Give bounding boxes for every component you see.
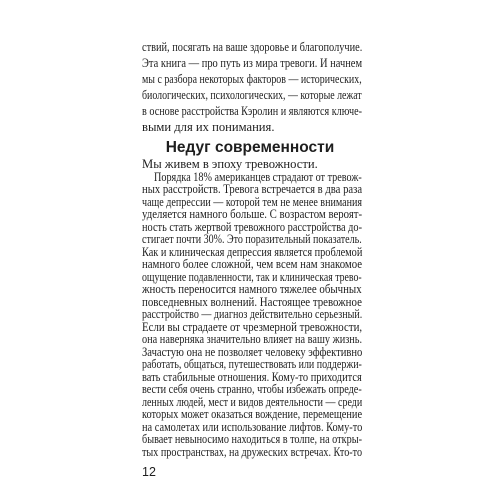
body-line-9: намного более сложной, чем всем нам знакомое <box>142 257 363 272</box>
intro-line-5: в основе расстройства Кэролин и являются ключе- <box>142 104 363 118</box>
intro-line-1: ствий, посягать на ваше здоровье и благополучие. <box>142 40 363 54</box>
body-line-22: на самолетах или использование лифтов. Кому-то <box>142 419 363 434</box>
page-number: 12 <box>142 465 156 479</box>
body-line-6: ность стать жертвой тревожного расстройства до- <box>142 219 363 234</box>
body-line-19: вести себя очень странно, чтобы избежать опреде- <box>142 382 362 397</box>
body-line-7: стигает почти 30%. Это поразительный показатель. <box>142 232 362 247</box>
body-line-3: ных расстройств. Тревога встречается в два раза <box>142 182 363 197</box>
body-line-14: Если вы страдаете от чрезмерной тревожности, <box>142 319 363 334</box>
body-line-1: Мы живем в эпоху тревожности. <box>142 157 318 171</box>
body-line-16: Зачастую она не позволяет человеку эффективно <box>142 344 363 359</box>
section-heading: Недуг современности <box>165 139 335 156</box>
body-line-21: которых может оказаться вождение, перемещение <box>142 407 363 422</box>
intro-line-4: биологических, психологических, — которые лежат <box>142 88 362 102</box>
body-line-2: Порядка 18% американцев страдают от тревож- <box>154 169 362 184</box>
body-line-18: вать стабильные отношения. Кому-то приходится <box>142 369 362 384</box>
intro-line-3: мы с разбора некоторых факторов — исторических, <box>142 72 362 86</box>
body-line-11: жность переносится намного тяжелее обычных <box>142 282 362 297</box>
body-line-24: тых пространствах, на дружеских встречах. Кто-то <box>142 445 363 459</box>
intro-line-6: выми для их понимания. <box>142 120 275 134</box>
body-line-5: уделяется намного больше. С возрастом вероят- <box>142 207 363 222</box>
body-line-15: она наверняка значительно влияет на вашу жизнь. <box>142 332 363 347</box>
body-line-13: расстройство — диагноз действительно серьезный. <box>142 307 363 322</box>
body-line-10: ощущение подавленности, так и клиническая трево- <box>142 269 362 284</box>
intro-line-2: Эта книга — про путь из мира тревоги. И начнем <box>142 56 363 70</box>
body-line-12: повседневных волнений. Настоящее тревожное <box>142 294 362 309</box>
body-line-17: работать, общаться, путешествовать или поддержи- <box>142 357 362 372</box>
body-line-8: Как и клиническая депрессия является проблемой <box>142 244 363 259</box>
body-line-4: чаще депрессии — которой тем не менее внимания <box>142 194 363 209</box>
body-line-20: ленных людей, мест и видов деятельности — среди <box>142 394 363 409</box>
body-line-23: бывает невыносимо находиться в толпе, на откры- <box>142 432 362 447</box>
